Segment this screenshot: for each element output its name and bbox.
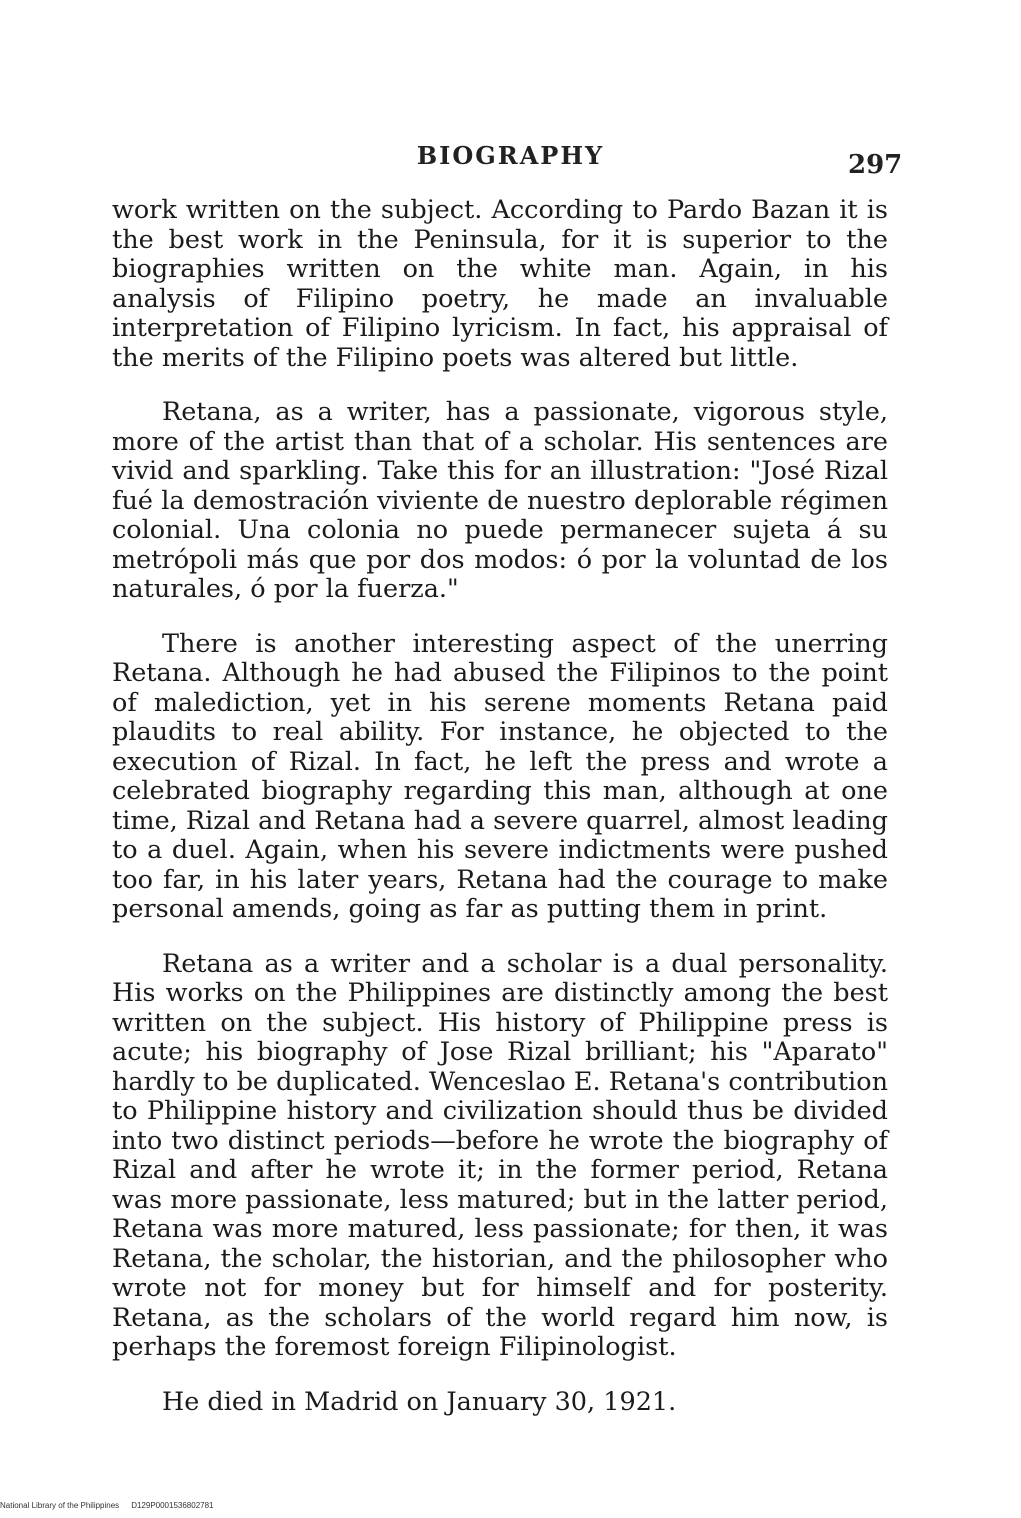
paragraph: Retana as a writer and a scholar is a dual personality. His works on the Philippines are distinctly among the best written on the subject. His history of Philippine press is acute; his biography of Jose Rizal brilliant; his "Aparato" hardly to be duplicated. Wenceslao E. Retana's contribution to Philippine history and civilization should thus be divided into two distinct periods—before he wrote the biography of Rizal and after he wrote it; in the former period, Retana was more passionate, less matured; but in the latter period, Retana was more matured, less passionate; for then, it was Retana, the scholar, the historian, and the philosopher who wrote not for money but for himself and for posterity. Retana, as the scholars of the world regard him now, is perhaps the foremost foreign Filipinologist. (112, 948, 888, 1362)
paragraph: There is another interesting aspect of the unerring Retana. Although he had abused the Filipinos to the point of malediction, yet in his serene moments Retana paid plaudits to real ability. For instance, he objected to the execution of Rizal. In fact, he left the press and wrote a celebrated biography regarding this man, although at one time, Rizal and Retana had a severe quarrel, almost leading to a duel. Again, when his severe indictments were pushed too far, in his later years, Retana had the courage to make personal amends, going as far as putting them in print. (112, 628, 888, 924)
body-text (112, 196, 888, 1417)
paragraph: He died in Madrid on January 30, 1921. (162, 1386, 677, 1417)
running-head: BIOGRAPHY (416, 141, 605, 170)
footer-code: D129P0001536802781 (131, 1501, 214, 1510)
paragraph: work written on the subject. According to Pardo Bazan it is the best work in the Peninsula, for it is superior to the biographies written on the white man. Again, in his analysis of Filipino poetry, he made an invaluable interpretation of Filipino lyricism. In fact, his appraisal of the merits of the Filipino poets was altered but little. (112, 195, 888, 373)
footer-library: National Library of the Philippines (0, 1501, 120, 1510)
paragraph: Retana, as a writer, has a passionate, vigorous style, more of the artist than that of a scholar. His sentences are vivid and sparkling. Take this for an illustration: "José Rizal fué la demostración viviente de nuestro deplorable régimen colonial. Una colonia no puede permanecer sujeta á su metrópoli más que por dos modos: ó por la voluntad de los naturales, ó por la fuerza." (112, 397, 888, 604)
page-number: 297 (848, 150, 903, 180)
scan-footer (0, 1501, 214, 1510)
